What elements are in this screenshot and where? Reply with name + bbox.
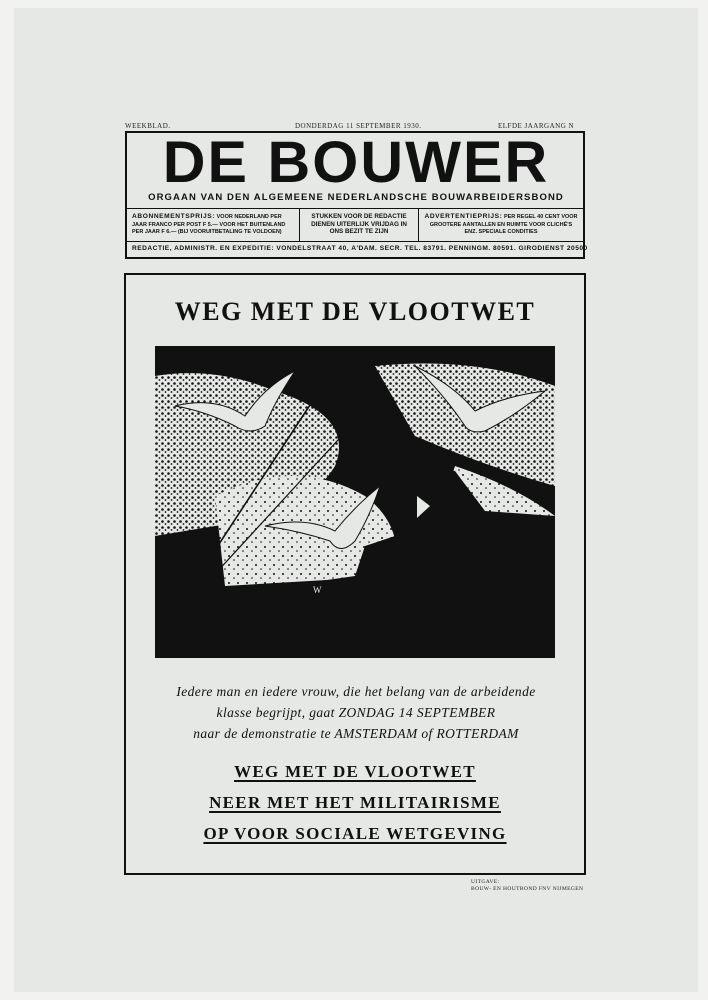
issue-date: DONDERDAG 11 SEPTEMBER 1930. [295, 122, 422, 130]
masthead [125, 130, 588, 259]
body-line: naar de demonstratie te AMSTERDAM of ROTTERDAM [193, 726, 519, 741]
poster [124, 273, 586, 875]
advertising-info [423, 213, 579, 237]
woodcut-illustration [155, 346, 555, 658]
body-line: Iedere man en iedere vrouw, die het belang van de arbeidende [176, 684, 536, 699]
advert-text: PER REGEL 40 CENT VOOR GROOTERE AANTALLEN EN RUIMTE VOOR CLICHÉ'S ENZ. SPECIALE CONDITIES [429, 214, 578, 235]
subscription-info [132, 213, 298, 237]
publisher-name: BOUW- EN HOUTBOND FNV NIJMEGEN [471, 886, 584, 892]
advert-lead: ADVERTENTIEPRIJS: [424, 213, 503, 220]
address-line: REDACTIE, ADMINISTR. EN EXPEDITIE: VONDELSTRAAT 40, A'DAM. SECR. TEL. 83791. PENNINGM. 80591. GIRODIENST 20500 [132, 245, 588, 252]
publisher-label: UITGAVE: [471, 879, 500, 885]
artist-monogram: W [313, 585, 322, 595]
call-to-action-text [146, 681, 566, 744]
slogan-list [126, 762, 584, 855]
body-line: klasse begrijpt, gaat ZONDAG 14 SEPTEMBER [216, 705, 496, 720]
subscription-lead: ABONNEMENTSPRIJS: [132, 213, 216, 220]
editorial-info: STUKKEN VOOR DE REDACTIE DIENEN UITERLIJK VRIJDAG IN ONS BEZIT TE ZIJN [311, 213, 407, 235]
column-divider [299, 209, 300, 241]
publisher-credit [471, 879, 583, 893]
slogan: OP VOOR SOCIALE WETGEVING [203, 824, 507, 843]
newspaper-subtitle: ORGAAN VAN DEN ALGEMEENE NEDERLANDSCHE BOUWARBEIDERSBOND [148, 192, 564, 203]
volume-label: ELFDE JAARGANG N [498, 122, 575, 130]
newspaper-title: DE BOUWER [162, 130, 550, 195]
poster-headline: WEG MET DE VLOOTWET [174, 297, 536, 326]
subscription-text: VOOR NEDERLAND PER JAAR FRANCO PER POST F 5.— VOOR HET BUITENLAND PER JAAR F 6.— (BIJ VOORUITBETALING TE VOLDOEN) [132, 214, 286, 235]
slogan: NEER MET HET MILITAIRISME [209, 793, 501, 812]
masthead-divider [127, 208, 583, 209]
slogan: WEG MET DE VLOOTWET [234, 762, 476, 781]
masthead-divider [127, 241, 583, 242]
column-divider [418, 209, 419, 241]
weekly-label: WEEKBLAD. [125, 122, 171, 130]
